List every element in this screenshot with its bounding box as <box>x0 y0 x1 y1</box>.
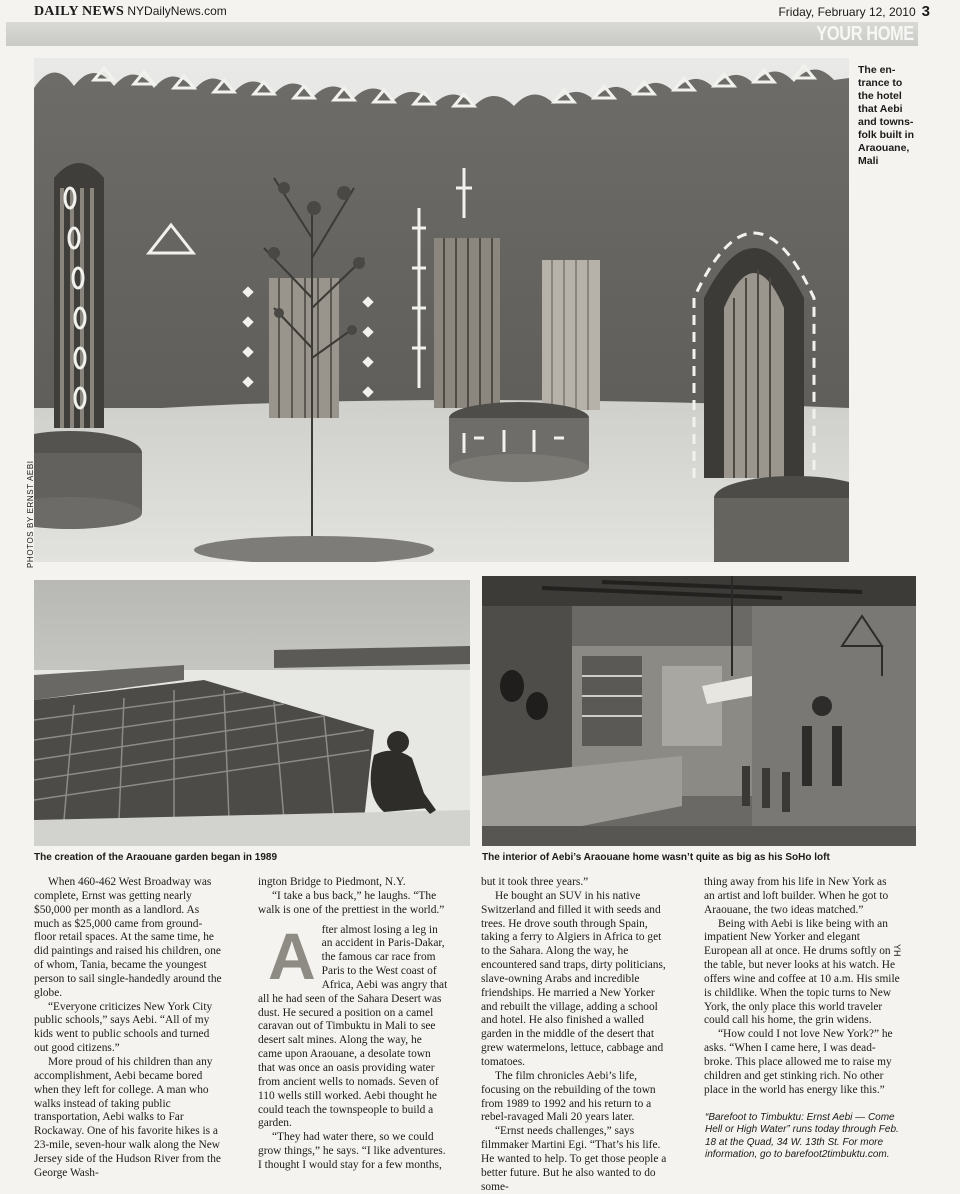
garden-illustration <box>34 580 470 846</box>
dateline <box>778 3 930 20</box>
section-title: YOUR HOME <box>816 23 914 45</box>
main-photo-hotel-entrance <box>34 58 849 562</box>
film-info-note: “Barefoot to Timbuktu: Ernst Aebi — Come Hell or High Water” runs today through Feb. 18 at the Quad, 34 W. 13th St. For more information, go to barefoot2timbuktu.com. <box>705 1111 899 1160</box>
caption-line: The en- <box>858 64 896 76</box>
paragraph-continuation: but it took three years.” <box>481 876 589 888</box>
paragraph: He bought an SUV in his native Switzerland and filled it with seeds and trees. He drove south through Spain, taking a ferry to Algiers in Africa to get to the Sahara. Along the way, he encountered sand traps, dirty politicians, slave-owning Arabs and incredible friendships. He married a New Yorker and rebuilt the village, adding a school and hotel. He also finished a walled garden in the middle of the desert that grew watermelons, lettuce, cabbage and tomatoes. <box>481 889 666 1068</box>
article-column-4 <box>704 876 900 1162</box>
garden-photo <box>34 580 470 846</box>
interior-illustration <box>482 576 916 846</box>
paragraph: “How could I not love New York?” he asks. “When I came here, I was dead-broke. This place allowed me to raise my children and get stinking rich. No other place in the world has energy like this.” <box>704 1028 893 1096</box>
paragraph: “Everyone criticizes New York City public schools,” says Aebi. “All of my kids went to public schools and turned out good citizens.” <box>34 1000 213 1055</box>
caption-line: Araouane, <box>858 142 910 154</box>
paragraph-continuation: thing away from his life in New York as an artist and loft builder. When he got to Araouane, the two ideas matched.” <box>704 876 889 916</box>
paragraph: Being with Aebi is like being with an impatient New Yorker and elegant European all at once. He drums softly on the table, but never looks at his watch. He offers wine and coffee at 10 a.m. His smile is childlike. When the topic turns to New York, the only place this world traveler could call his home, the grin widens. <box>704 917 900 1027</box>
masthead <box>34 4 227 20</box>
newspaper-brand: DAILY NEWS <box>34 4 125 19</box>
article-column-3 <box>481 876 671 1194</box>
main-photo-caption <box>858 64 924 168</box>
article-column-1 <box>34 876 224 1181</box>
caption-line: Mali <box>858 155 879 167</box>
author-initials: YH <box>892 944 902 957</box>
interior-photo <box>482 576 916 846</box>
paragraph: More proud of his children than any accomplishment, Aebi became bored when they left for college. A man who walks instead of taking public transportation, Aebi walks to Far Rockaway. One of his favorite hikes is a 23-mile, seven-hour walk along the New Jersey side of the Hudson River from the George Wash- <box>34 1055 221 1179</box>
caption-line: that Aebi <box>858 103 903 115</box>
drop-cap: A <box>268 918 316 993</box>
dropcap-paragraph-text: fter almost losing a leg in an accident in Paris-Dakar, the famous car race from Paris to the West coast of Africa, Aebi was angry that all he had seen of the Sahara Desert was dust. He secured a position on a camel caravan out of Timbuktu in Mali to see desert salt mines. Along the way, he came upon Araouane, a desolate town that was once an oasis providing water from ancient wells to nomads. Seven of 110 wells still worked. Aebi thought he could teach the townspeople to build a garden. <box>258 923 448 1130</box>
caption-line: the hotel <box>858 90 902 102</box>
paragraph: “Ernst needs challenges,” says filmmaker Martini Egi. “That’s his life. He wanted to help. To get those people a better future. But he also wanted to do some- <box>481 1125 667 1193</box>
photo-credit: PHOTOS BY ERNST AEBI <box>26 460 35 568</box>
caption-line: trance to <box>858 77 903 89</box>
section-band <box>6 22 918 46</box>
paragraph-continuation: ington Bridge to Piedmont, N.Y. <box>258 876 406 888</box>
article-column-2 <box>258 876 448 1173</box>
paragraph: “They had water there, so we could grow things,” he says. “I like adventures. I thought I would stay for a few months, <box>258 1131 446 1171</box>
paragraph: The film chronicles Aebi’s life, focusing on the rebuilding of the town from 1989 to 1992 and his return to a rebel-ravaged Mali 20 years later. <box>481 1069 656 1124</box>
page-number: 3 <box>921 3 930 20</box>
garden-photo-caption: The creation of the Araouane garden began in 1989 <box>34 852 278 863</box>
courtyard-illustration <box>34 58 849 562</box>
issue-date: Friday, February 12, 2010 <box>778 5 916 19</box>
dropcap-paragraph <box>258 918 448 1132</box>
website-link[interactable]: NYDailyNews.com <box>127 4 227 18</box>
caption-line: and towns- <box>858 116 914 128</box>
paragraph: “I take a bus back,” he laughs. “The walk is one of the prettiest in the world.” <box>258 889 445 916</box>
caption-line: folk built in <box>858 129 914 141</box>
interior-photo-caption: The interior of Aebi’s Araouane home wasn’t quite as big as his SoHo loft <box>482 852 830 863</box>
paragraph: When 460-462 West Broadway was complete, Ernst was getting nearly $50,000 per month as a landlord. As much as $25,000 came from ground-floor retail spaces. At the same time, he did paintings and raised his children, one of whom, Tania, became the youngest person to sail single-handedly around the globe. <box>34 876 222 999</box>
